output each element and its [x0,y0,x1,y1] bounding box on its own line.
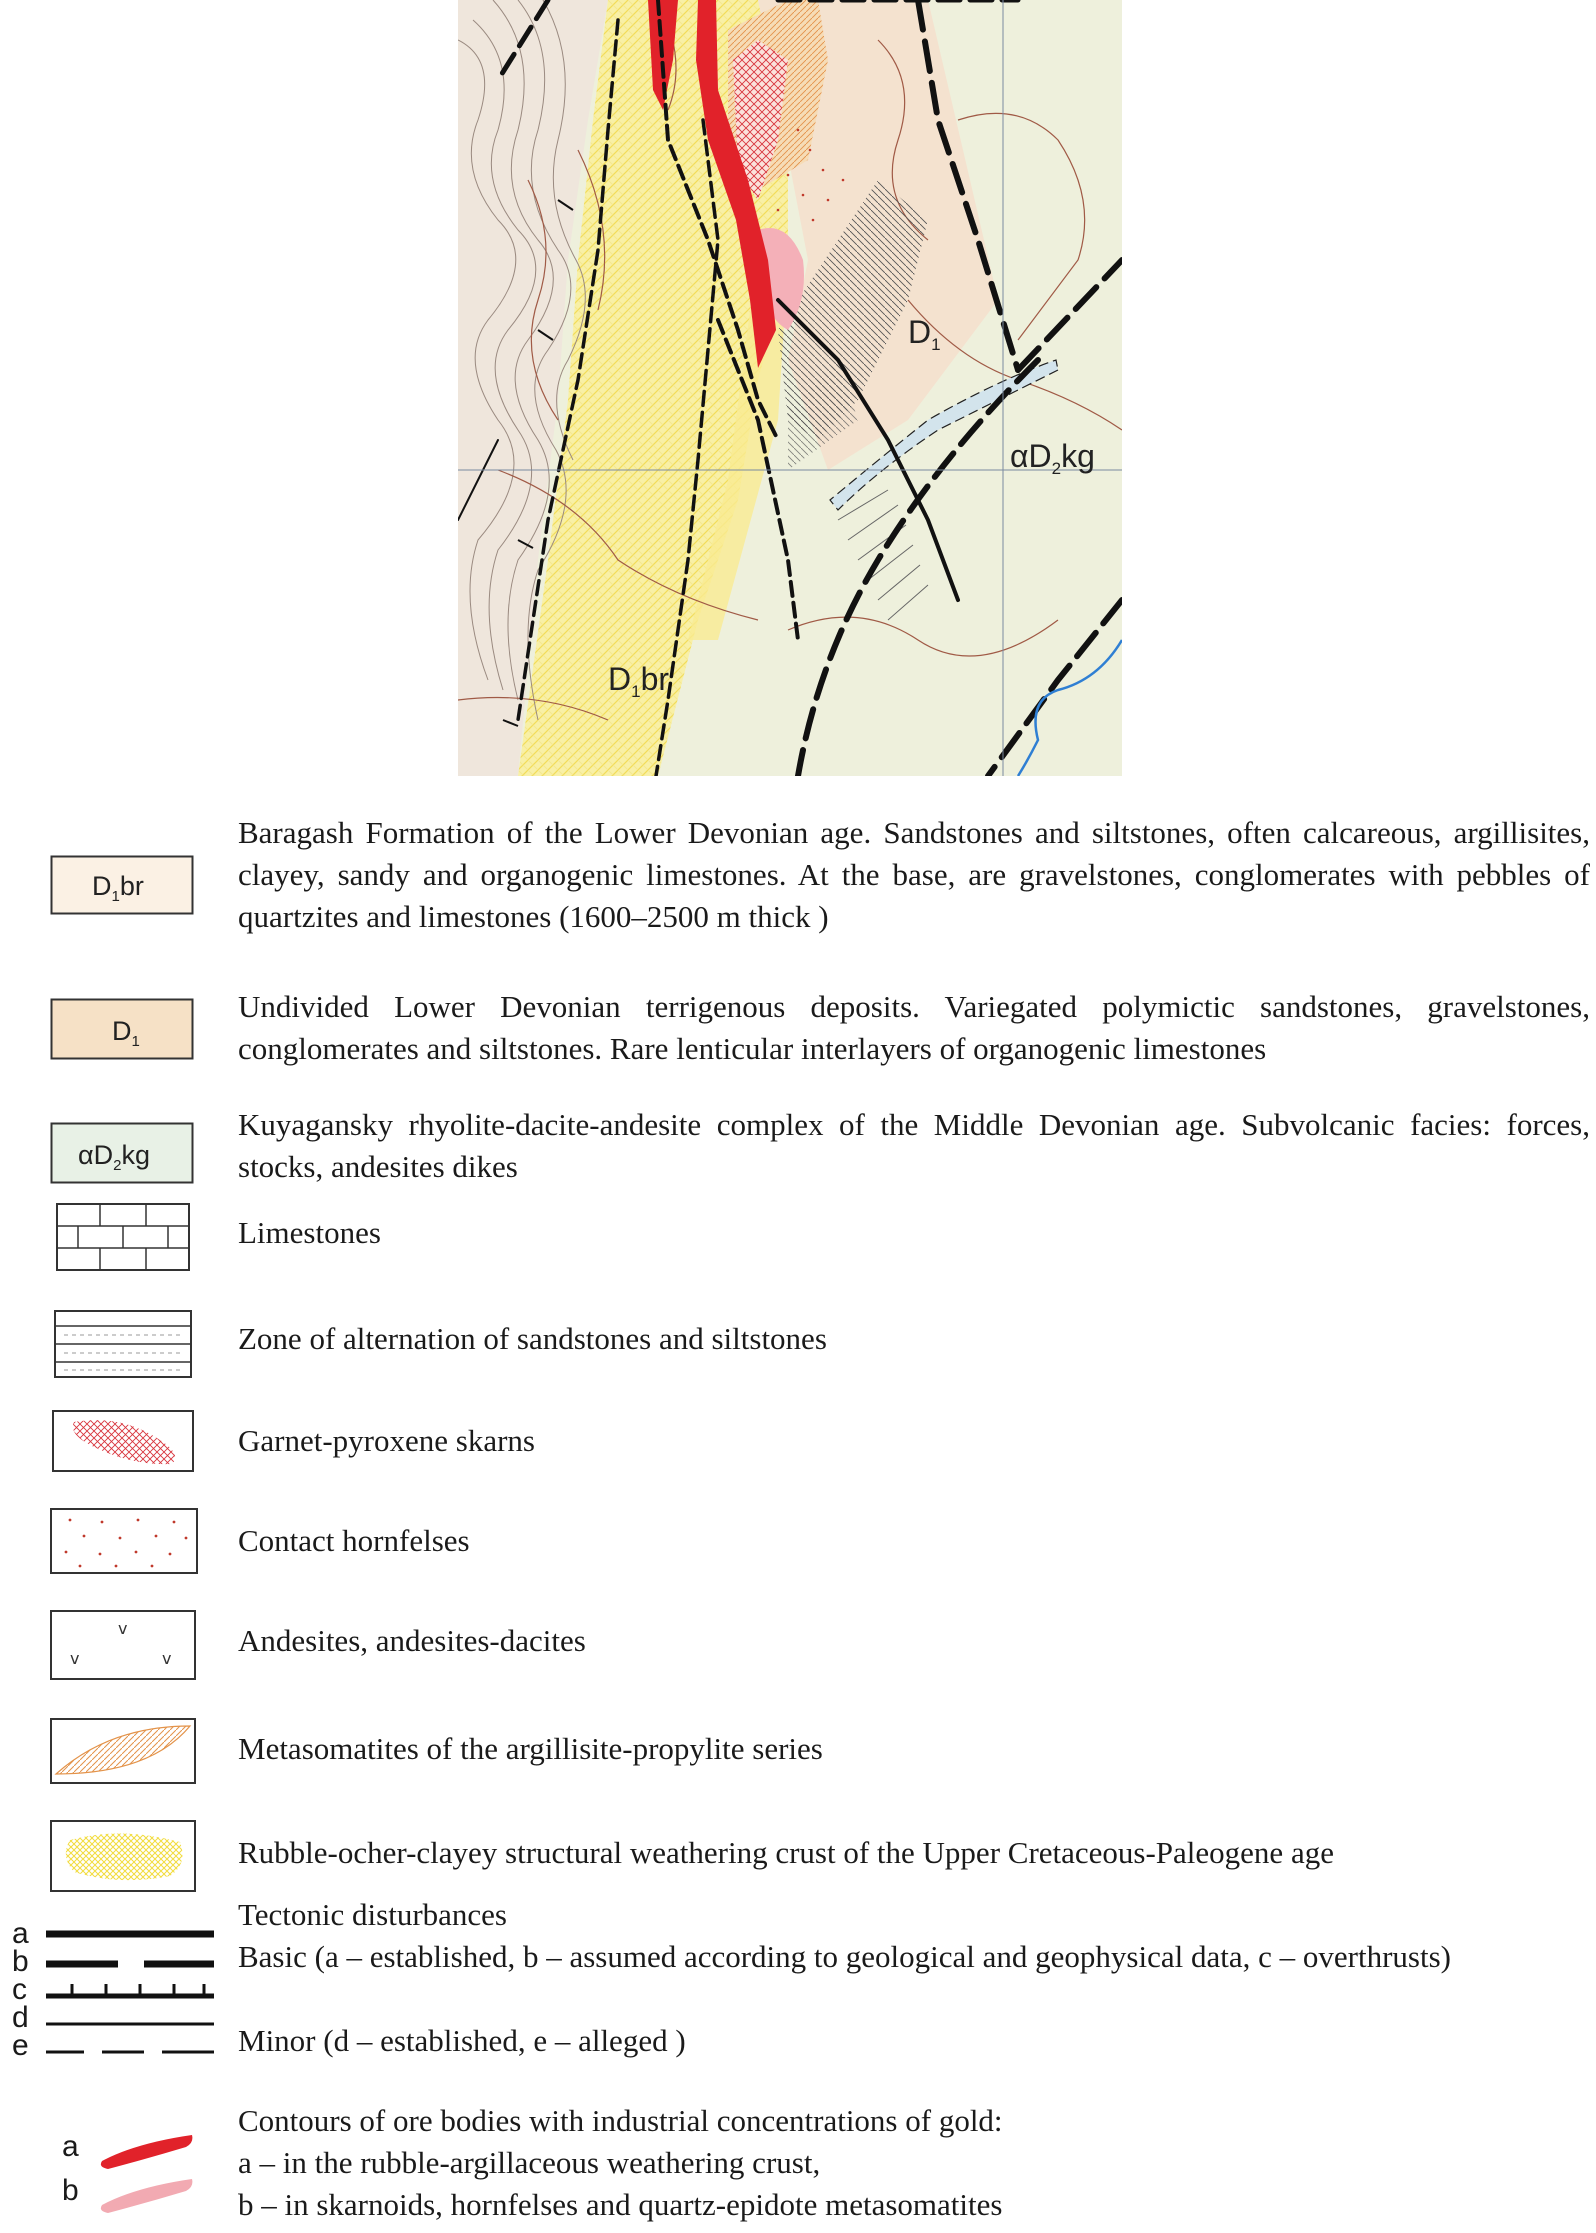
legend-text-metasomatites: Metasomatites of the argillisite-propylite series [238,1731,823,1766]
legend-symbol-limestones [56,1203,190,1271]
legend-text-weathering: Rubble-ocher-clayey structural weathering crust of the Upper Cretaceous-Paleogene age [238,1835,1334,1870]
legend-text-d1br: Baragash Formation of the Lower Devonian age. Sandstones and siltstones, often calcareous, argillisites, clayey, sandy and organogenic limestones. At the base, are gravelstones, conglomerates with pebbles of quartzites and limestones (1600–2500 m thick ) [238,815,1590,934]
legend-text-ad2kg: Kuyagansky rhyolite-dacite-andesite complex of the Middle Devonian age. Subvolcanic facies: forces, stocks, andesites dikes [238,1107,1590,1184]
legend-text-limestones: Limestones [238,1215,381,1250]
ore-text [238,2100,1590,2226]
legend-symbol-sandstone-siltstone [54,1310,192,1378]
legend-text-d1: Undivided Lower Devonian terrigenous deposits. Variegated polymictic sandstones, gravelstones, conglomerates and siltstones. Rare lenticular interlayers of organogenic limestones [238,989,1590,1066]
tectonic-minor: Minor (d – established, e – alleged ) [238,2023,686,2058]
ore-letter-b: b [62,2174,79,2207]
tectonic-text [238,1894,1590,2062]
tectonic-line-symbols [44,1922,216,2072]
svg-text:D1br: $D_1br$ [92,871,144,905]
legend-symbol-d1br [50,855,194,915]
tectonic-heading: Tectonic disturbances [238,1897,507,1932]
tectonic-letters [12,1917,29,2062]
ore-symbols [96,2125,196,2215]
tectonic-letter-c: c [12,1973,27,2006]
tectonic-basic: Basic (a – established, b – assumed according to geological and geophysical data, c – overthrusts) [238,1939,1451,1974]
legend-text-andesites: Andesites, andesites-dacites [238,1623,586,1658]
svg-text:v: v [70,1649,80,1668]
geological-map [458,0,1122,776]
ore-heading: Contours of ore bodies with industrial concentrations of gold: [238,2103,1003,2138]
ore-letters [62,2125,79,2213]
svg-text:v: v [118,1619,128,1638]
tectonic-letter-b: b [12,1945,29,1978]
ore-b: b – in skarnoids, hornfelses and quartz-epidote metasomatites [238,2187,1003,2222]
map-label-d1: $D_1$ [908,314,941,354]
legend-text-hornfelses: Contact hornfelses [238,1523,470,1558]
legend-symbol-andesites [50,1610,196,1680]
legend-symbol-metasomatites [50,1718,196,1784]
legend-symbol-d1 [50,998,194,1060]
svg-text:D1: $D_1$ [112,1016,140,1050]
svg-text:αD2kg: $\alpha D_2kg$ [78,1140,150,1174]
geological-map-canvas [458,0,1122,776]
legend-symbol-weathering [50,1820,196,1892]
ore-symbol-a [101,2135,193,2169]
map-label-ad2kg: $\alpha D_2kg$ [1010,438,1095,478]
legend-symbol-ad2kg [50,1122,194,1184]
ore-symbol-b [101,2179,193,2213]
legend-symbol-hornfelses [50,1508,198,1574]
tectonic-letter-d: d [12,2001,29,2034]
ore-a: a – in the rubble-argillaceous weathering crust, [238,2145,821,2180]
svg-text:v: v [162,1649,172,1668]
tectonic-letter-a: a [12,1917,29,1950]
tectonic-letter-e: e [12,2029,29,2062]
legend-text-sandstone-siltstone: Zone of alternation of sandstones and siltstones [238,1321,827,1356]
map-label-d1br: $D_1br$ [608,661,670,701]
legend-symbol-skarns [52,1410,194,1472]
legend-text-skarns: Garnet-pyroxene skarns [238,1423,535,1458]
ore-letter-a: a [62,2130,79,2163]
